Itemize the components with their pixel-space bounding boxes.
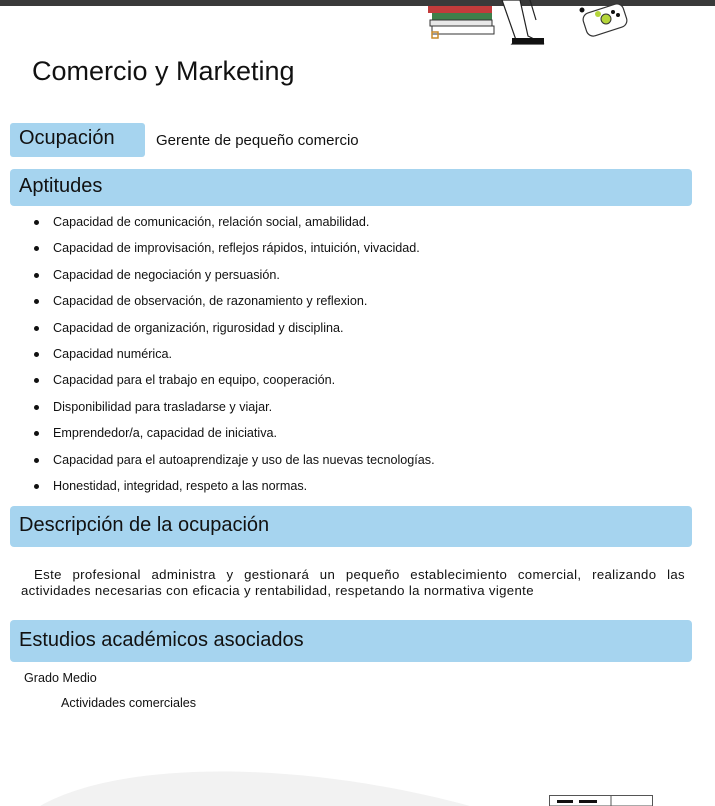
study-level: Grado Medio — [24, 671, 97, 685]
occupation-label: Ocupación — [10, 123, 145, 157]
list-item: Honestidad, integridad, respeto a las normas. — [53, 477, 435, 503]
list-item: Capacidad de observación, de razonamiento y reflexion. — [53, 292, 435, 318]
list-item: Capacidad para el trabajo en equipo, cooperación. — [53, 371, 435, 397]
aptitudes-heading: Aptitudes — [10, 169, 692, 206]
list-item: Capacidad de comunicación, relación social, amabilidad. — [53, 213, 435, 239]
list-item: Capacidad para el autoaprendizaje y uso de las nuevas tecnologías. — [53, 451, 435, 477]
occupation-value: Gerente de pequeño comercio — [156, 132, 359, 149]
description-text: Este profesional administra y gestionará un pequeño establecimiento comercial, realizando las actividades necesarias con eficacia y rentabilidad, respetando la normativa vigente — [21, 567, 685, 598]
description-heading: Descripción de la ocupación — [10, 506, 692, 547]
study-course: Actividades comerciales — [61, 696, 197, 710]
list-item: Capacidad de negociación y persuasión. — [53, 266, 435, 292]
books-and-game-controller-illustration — [420, 0, 640, 48]
list-item: Emprendedor/a, capacidad de iniciativa. — [53, 424, 435, 450]
list-item: Capacidad de improvisación, reflejos rápidos, intuición, vivacidad. — [53, 239, 435, 265]
studies-heading: Estudios académicos asociados — [10, 620, 692, 662]
list-item: Capacidad de organización, rigurosidad y disciplina. — [53, 319, 435, 345]
publisher-logo-icon — [549, 795, 653, 806]
page-title: Comercio y Marketing — [32, 56, 295, 86]
list-item: Capacidad numérica. — [53, 345, 435, 371]
list-item: Disponibilidad para trasladarse y viajar. — [53, 398, 435, 424]
aptitudes-list — [53, 213, 435, 503]
